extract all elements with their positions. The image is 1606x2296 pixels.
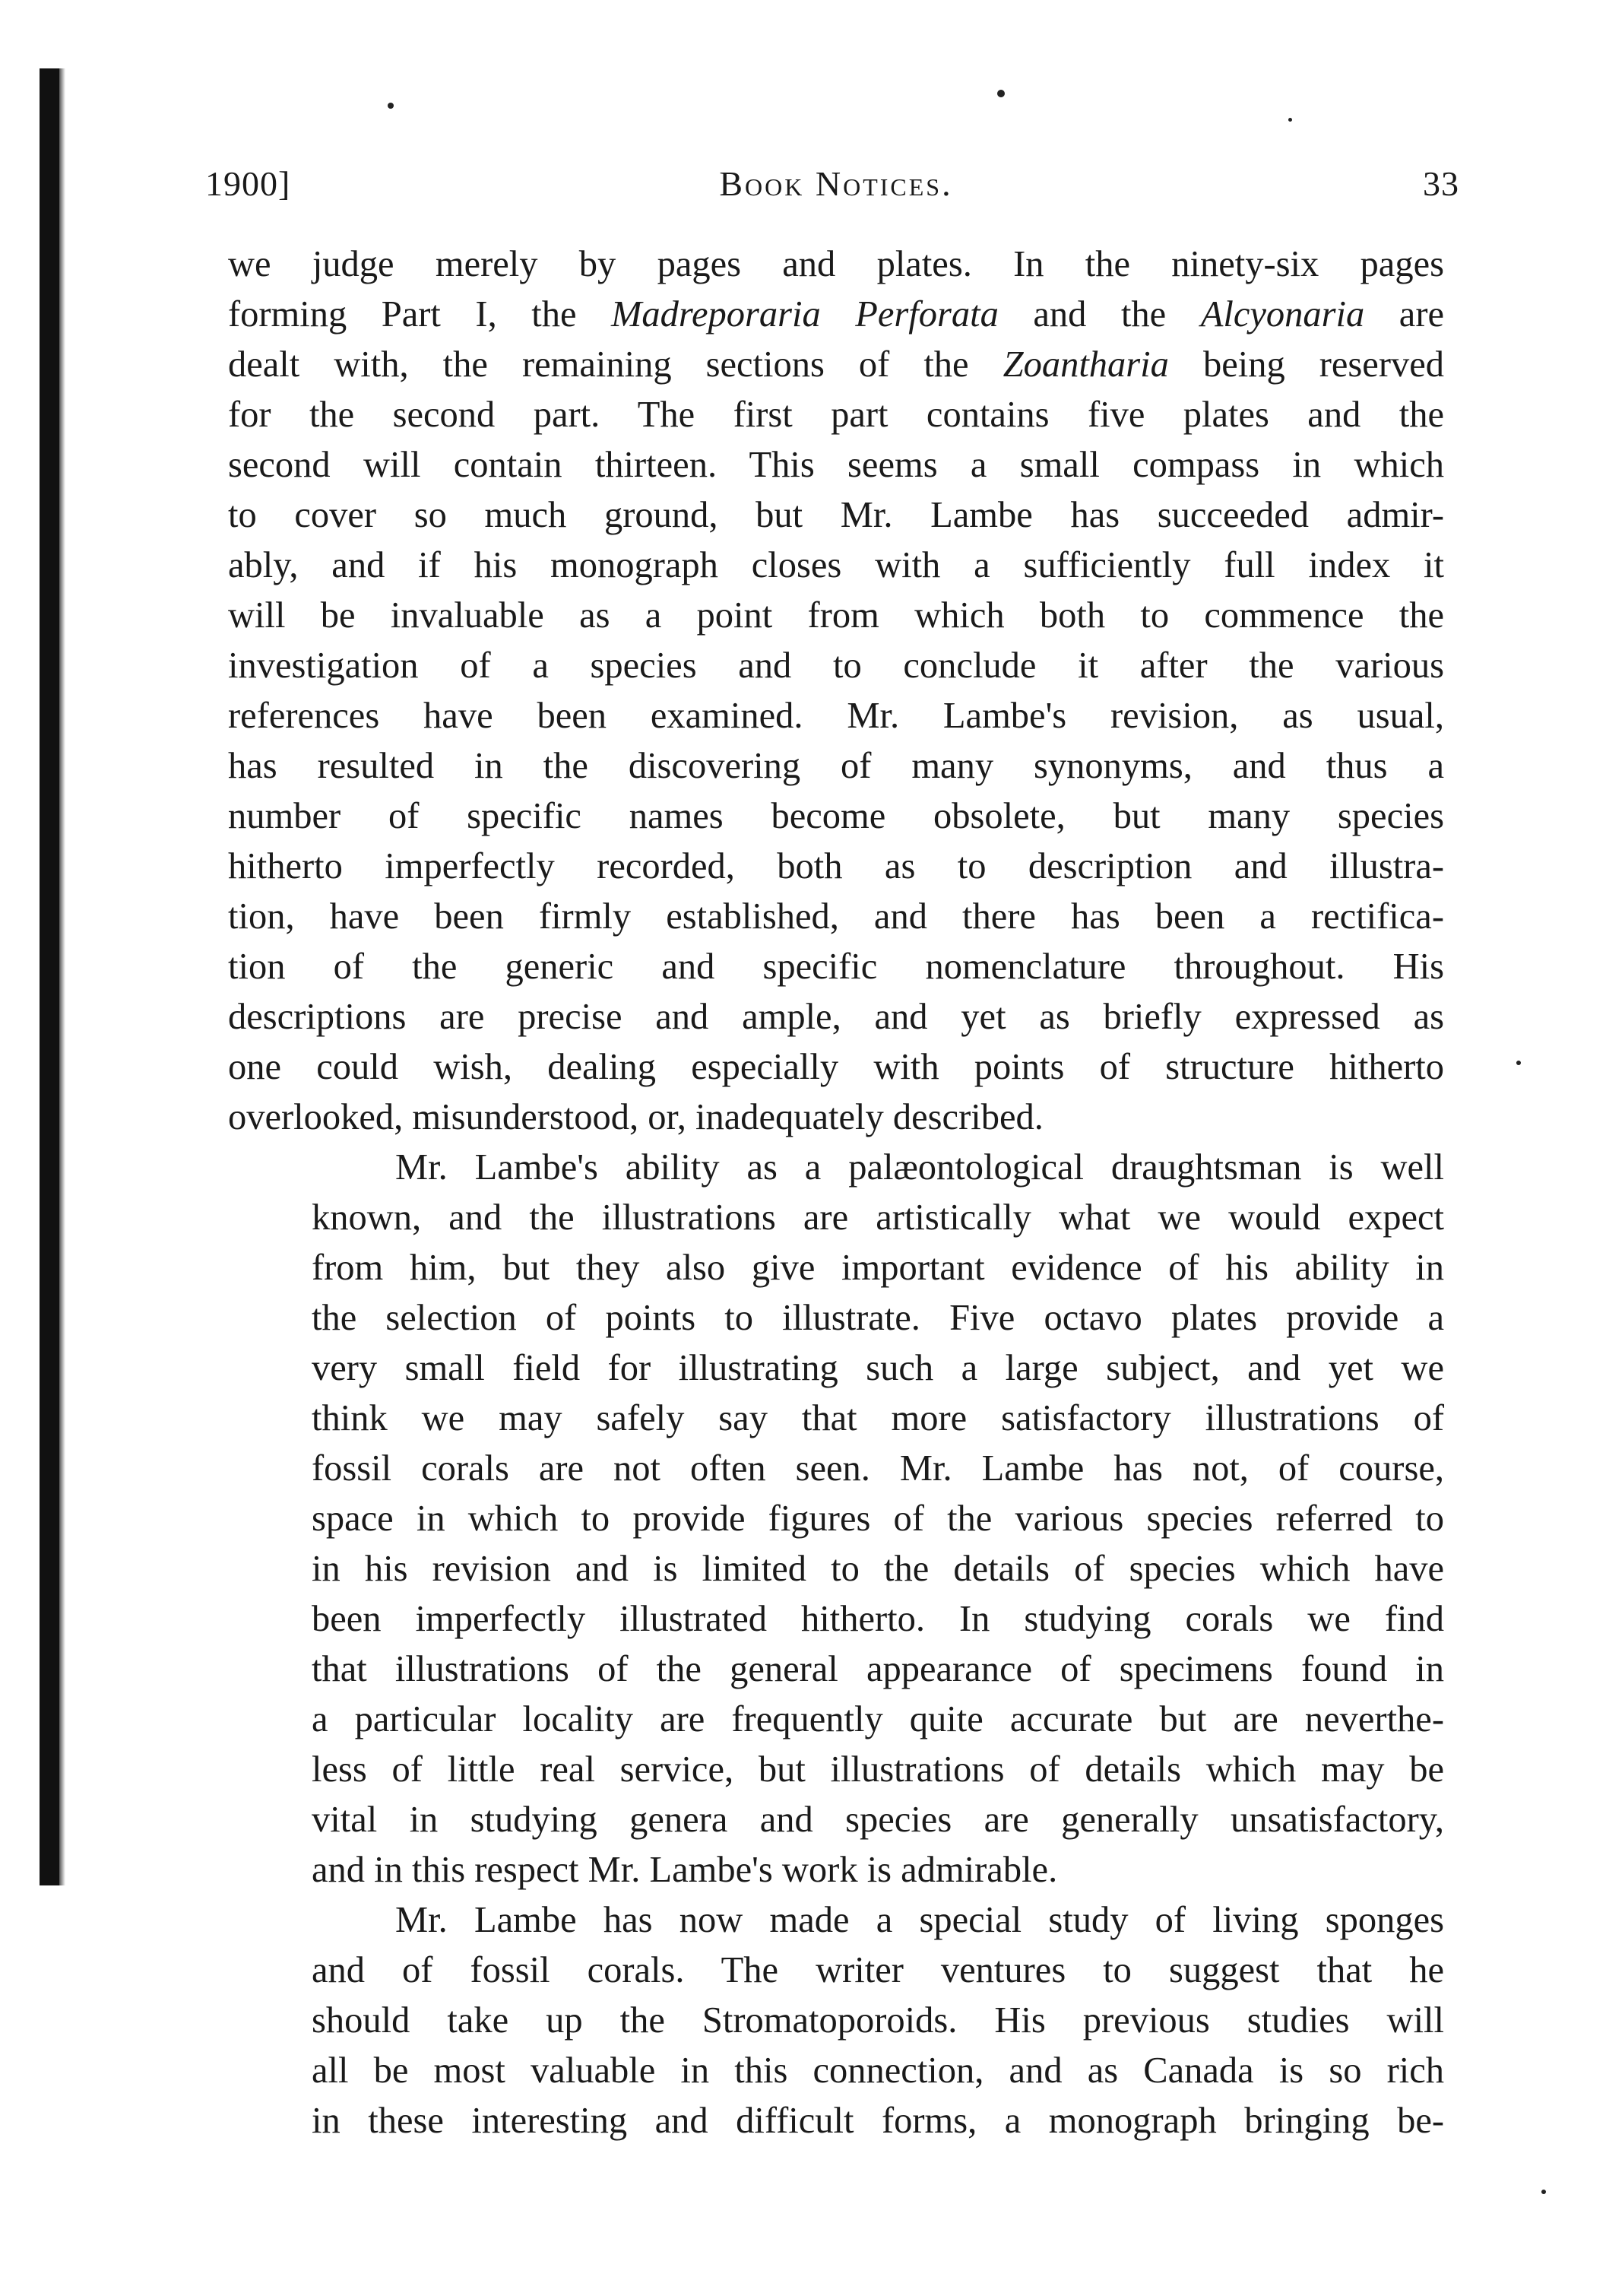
- book-page: [205, 148, 1459, 2146]
- body-text: [228, 239, 1444, 2146]
- text-line: we judge merely by pages and plates. In the ninety-six pages: [228, 244, 1444, 284]
- print-speck: [1288, 118, 1292, 122]
- paragraph-1: [228, 239, 1444, 1143]
- text-line: to cover so much ground, but Mr. Lambe has succeeded admir-: [228, 495, 1444, 535]
- header-year: 1900]: [205, 164, 291, 203]
- text-line: ably, and if his monograph closes with a sufficiently full index it: [228, 545, 1444, 585]
- text-line: second will contain thirteen. This seems a small compass in which: [228, 445, 1444, 485]
- print-speck: [1541, 2190, 1546, 2194]
- text-line: that illustrations of the general appearance of specimens found in: [312, 1649, 1444, 1689]
- text-line: space in which to provide figures of the various species referred to: [312, 1498, 1444, 1539]
- text-line: forming Part I, the Madreporaria Perforata and the Alcyonaria are: [228, 294, 1444, 335]
- text-line: in his revision and is limited to the details of species which have: [312, 1549, 1444, 1589]
- text-line: think we may safely say that more satisfactory illustrations of: [312, 1398, 1444, 1438]
- text-line: tion of the generic and specific nomenclature throughout. His: [228, 947, 1444, 987]
- text-line: investigation of a species and to conclude it after the various: [228, 645, 1444, 686]
- print-speck: [388, 103, 394, 109]
- text-line: descriptions are precise and ample, and yet as briefly expressed as: [228, 997, 1444, 1037]
- text-line: the selection of points to illustrate. Five octavo plates provide a: [312, 1298, 1444, 1338]
- paragraph-2: [228, 1143, 1444, 1895]
- text-line: vital in studying genera and species are generally unsatisfactory,: [312, 1800, 1444, 1840]
- text-line: should take up the Stromatoporoids. His previous studies will: [312, 2000, 1444, 2041]
- text-line: less of little real service, but illustrations of details which may be: [312, 1749, 1444, 1790]
- paragraph-3: [228, 1895, 1444, 2146]
- text-line: and of fossil corals. The writer ventures to suggest that he: [312, 1950, 1444, 1990]
- text-line: in these interesting and difficult forms, a monograph bringing be-: [312, 2101, 1444, 2141]
- text-line: known, and the illustrations are artistically what we would expect: [312, 1197, 1444, 1238]
- text-line: hitherto imperfectly recorded, both as to description and illustra-: [228, 846, 1444, 886]
- text-line: very small field for illustrating such a large subject, and yet we: [312, 1348, 1444, 1388]
- text-line: Mr. Lambe's ability as a palæontological draughtsman is well: [395, 1147, 1444, 1188]
- text-line: Mr. Lambe has now made a special study of living sponges: [395, 1900, 1444, 1940]
- text-line: one could wish, dealing especially with points of structure hitherto: [228, 1047, 1444, 1087]
- text-line: references have been examined. Mr. Lambe's revision, as usual,: [228, 696, 1444, 736]
- text-line: from him, but they also give important evidence of his ability in: [312, 1248, 1444, 1288]
- text-line: has resulted in the discovering of many synonyms, and thus a: [228, 746, 1444, 786]
- print-speck: [997, 90, 1005, 97]
- text-line: dealt with, the remaining sections of the Zoantharia being reserved: [228, 344, 1444, 385]
- text-line: a particular locality are frequently quite accurate but are neverthe-: [312, 1699, 1444, 1739]
- text-line: been imperfectly illustrated hitherto. In studying corals we find: [312, 1599, 1444, 1639]
- page-binding-edge: [40, 68, 59, 1885]
- print-speck: [1516, 1061, 1521, 1065]
- text-line: number of specific names become obsolete, but many species: [228, 796, 1444, 836]
- text-line: overlooked, misunderstood, or, inadequately described.: [228, 1097, 1044, 1137]
- running-header: [205, 148, 1459, 209]
- text-line: for the second part. The first part contains five plates and the: [228, 395, 1444, 435]
- text-line: fossil corals are not often seen. Mr. Lambe has not, of course,: [312, 1448, 1444, 1489]
- text-line: tion, have been firmly established, and there has been a rectifica-: [228, 896, 1444, 937]
- page-number: 33: [1423, 164, 1459, 203]
- text-line: will be invaluable as a point from which both to commence the: [228, 595, 1444, 636]
- text-line: all be most valuable in this connection, and as Canada is so rich: [312, 2050, 1444, 2091]
- header-title: Book Notices.: [719, 164, 953, 203]
- text-line: and in this respect Mr. Lambe's work is admirable.: [312, 1850, 1058, 1890]
